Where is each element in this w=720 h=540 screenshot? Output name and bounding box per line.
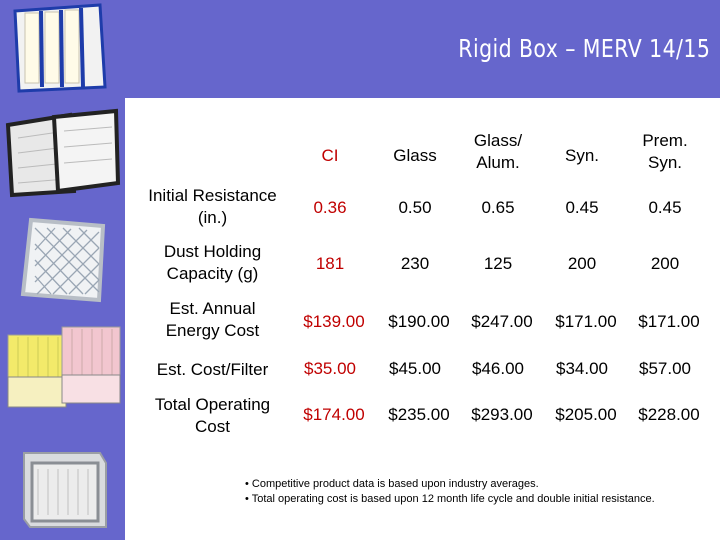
- table-cell: $293.00: [471, 405, 533, 424]
- table-cell: $57.00: [639, 359, 691, 378]
- row-label: Initial Resistance (in.): [148, 186, 277, 227]
- row-label: Dust Holding Capacity (g): [163, 242, 262, 283]
- footnote-item: • Competitive product data is based upon industry averages.: [245, 478, 539, 490]
- table-row: [140, 185, 285, 229]
- column-header-glass: Glass: [393, 146, 437, 165]
- row-label: Total Operating Cost: [154, 395, 271, 436]
- table-cell: $235.00: [388, 405, 450, 424]
- footnote-item: • Total operating cost is based upon 12 month life cycle and double initial resistance.: [245, 493, 655, 505]
- table-cell: $171.00: [638, 312, 700, 331]
- table-cell: $35.00: [304, 359, 356, 378]
- table-cell: 200: [650, 254, 680, 273]
- table-cell: $174.00: [303, 405, 365, 424]
- v-bank-filter-image: [0, 2, 125, 94]
- bag-filter-image: [0, 312, 125, 422]
- table-cell: $247.00: [471, 312, 533, 331]
- table-cell: 0.45: [565, 198, 599, 217]
- table-row: [140, 394, 285, 438]
- table-cell: 0.65: [481, 198, 515, 217]
- table-cell: $139.00: [303, 312, 365, 331]
- column-header-prem-syn: Prem. Syn.: [642, 131, 688, 172]
- column-header-syn: Syn.: [564, 146, 600, 165]
- table-cell: $34.00: [556, 359, 608, 378]
- panel-filter-image: [0, 100, 125, 200]
- pleated-filter-image: [0, 210, 125, 308]
- table-cell: 0.50: [398, 198, 432, 217]
- table-cell: 230: [400, 254, 430, 273]
- rigid-box-filter-image: [0, 440, 125, 535]
- table-cell: 200: [567, 254, 597, 273]
- row-label: Est. Cost/Filter: [156, 360, 269, 379]
- column-header-ci: CI: [321, 146, 339, 165]
- table-cell: $45.00: [389, 359, 441, 378]
- table-cell: 0.36: [313, 198, 347, 217]
- column-header-glass-alum: Glass/ Alum.: [473, 131, 523, 172]
- slide-title: Rigid Box – MERV 14/15: [458, 34, 710, 63]
- table-cell: $228.00: [638, 405, 700, 424]
- row-label: Est. Annual Energy Cost: [165, 299, 260, 340]
- table-row: [140, 241, 285, 285]
- table-cell: $205.00: [555, 405, 617, 424]
- table-cell: 181: [315, 254, 345, 273]
- footnotes: [245, 477, 655, 507]
- table-row: [140, 359, 285, 381]
- table-cell: $190.00: [388, 312, 450, 331]
- table-row: [140, 298, 285, 342]
- table-cell: $46.00: [472, 359, 524, 378]
- table-cell: $171.00: [555, 312, 617, 331]
- table-cell: 0.45: [648, 198, 682, 217]
- table-cell: 125: [483, 254, 513, 273]
